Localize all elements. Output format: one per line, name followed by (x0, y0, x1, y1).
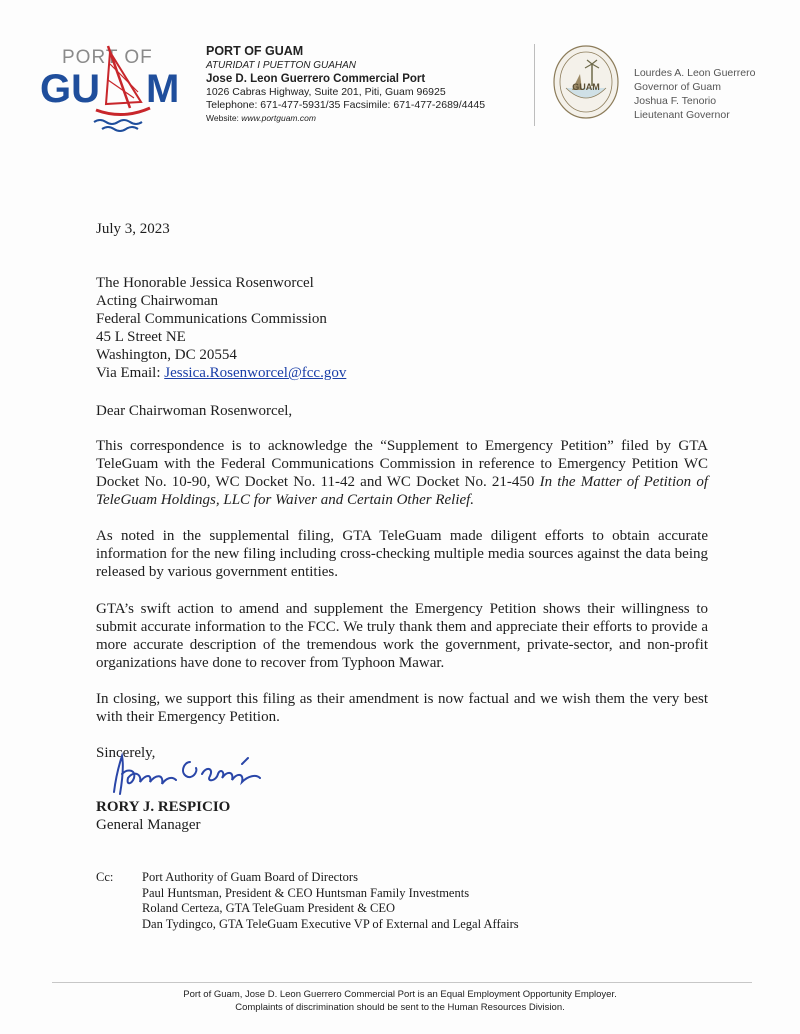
wave-icon (94, 120, 142, 124)
website-url: www.portguam.com (241, 113, 316, 123)
email-line (96, 364, 346, 382)
port-of-guam-logo (38, 36, 188, 136)
footer (0, 988, 800, 1014)
org-address: 1026 Cabras Highway, Suite 201, Piti, Guam 96925 (206, 86, 446, 98)
header-divider (534, 44, 535, 126)
letter-date: July 3, 2023 (96, 221, 170, 237)
logo-text-top: PORT OF (62, 47, 153, 68)
paragraph-text: GTA’s swift action to amend and supplement the Emergency Petition shows their willingness to submit accurate information to the FCC. We truly thank them and appreciate their efforts to provide a more accurate description of the tremendous work the government, private-sector, and non-profit organizations have done to recover from Typhoon Mawar. (96, 601, 708, 671)
official-line: Lieutenant Governor (634, 109, 730, 121)
address-line: The Honorable Jessica Rosenworcel (96, 275, 314, 291)
paragraph-italic-text: In the Matter of Petition of TeleGuam Holdings, LLC for Waiver and Certain Other Relief. (96, 474, 708, 508)
closing: Sincerely, (96, 745, 156, 761)
seal-label: GUAM (572, 82, 600, 92)
footer-line: Port of Guam, Jose D. Leon Guerrero Commercial Port is an Equal Employment Opportunity Employer. (183, 989, 617, 1000)
paragraph-text: In closing, we support this filing as their amendment is now factual and we wish them the very best with their Emergency Petition. (96, 691, 708, 725)
official-line: Governor of Guam (634, 81, 721, 93)
address-line: Washington, DC 20554 (96, 347, 237, 363)
logo-text-right: M (146, 67, 180, 111)
logo-text-left: GU (40, 67, 100, 111)
address-line: 45 L Street NE (96, 329, 186, 345)
cc-label: Cc: (96, 870, 114, 884)
email-label: Via Email: (96, 365, 165, 381)
cc-recipient: Dan Tydingco, GTA TeleGuam Executive VP of External and Legal Affairs (142, 916, 519, 931)
official-line: Lourdes A. Leon Guerrero (634, 67, 756, 79)
handwritten-signature (106, 752, 276, 798)
body-paragraph-3 (96, 600, 708, 672)
official-line: Joshua F. Tenorio (634, 95, 717, 107)
org-subtitle: ATURIDAT I PUETTON GUAHAN (206, 60, 357, 71)
address-line: Federal Communications Commission (96, 311, 327, 327)
address-line: Acting Chairwoman (96, 293, 219, 309)
boat-hull-icon (96, 108, 150, 115)
signer-block (96, 798, 230, 834)
recipient-address (96, 274, 346, 382)
signer-title: General Manager (96, 817, 201, 833)
signer-name: RORY J. RESPICIO (96, 799, 231, 815)
website-label: Website: (206, 113, 239, 123)
email-link[interactable]: Jessica.Rosenworcel@fcc.gov (164, 365, 347, 381)
org-website (206, 112, 485, 125)
cc-recipient: Roland Certeza, GTA TeleGuam President & CEO (142, 901, 396, 915)
officials-list (634, 66, 755, 122)
org-name: PORT OF GUAM (206, 44, 304, 58)
paragraph-text: This correspondence is to acknowledge the “Supplement to Emergency Petition” filed by GTA TeleGuam with the Federal Communications Commission in reference to Emergency Petition WC Docket No. 10-90, WC Docket No. 11-42 and WC Docket No. 21-450 (96, 438, 708, 490)
body-paragraph-1 (96, 437, 708, 509)
cc-recipient: Port Authority of Guam Board of Directors (142, 870, 358, 884)
cc-list (142, 870, 519, 932)
letterhead-info (206, 44, 485, 125)
guam-seal-icon (552, 44, 620, 120)
footer-line: Complaints of discrimination should be sent to the Human Resources Division. (235, 1002, 565, 1013)
port-name: Jose D. Leon Guerrero Commercial Port (206, 73, 426, 85)
salutation: Dear Chairwoman Rosenworcel, (96, 403, 293, 419)
cc-recipient: Paul Huntsman, President & CEO Huntsman Family Investments (142, 885, 470, 900)
body-paragraph-2 (96, 527, 708, 581)
body-paragraph-4 (96, 690, 708, 726)
paragraph-text: As noted in the supplemental filing, GTA TeleGuam made diligent efforts to obtain accurate information for the new filing including cross-checking multiple media sources against the data being released by various government entities. (96, 528, 708, 580)
org-phone: Telephone: 671-477-5931/35 Facsimile: 671-477-2689/4445 (206, 99, 486, 111)
footer-divider (52, 982, 752, 983)
